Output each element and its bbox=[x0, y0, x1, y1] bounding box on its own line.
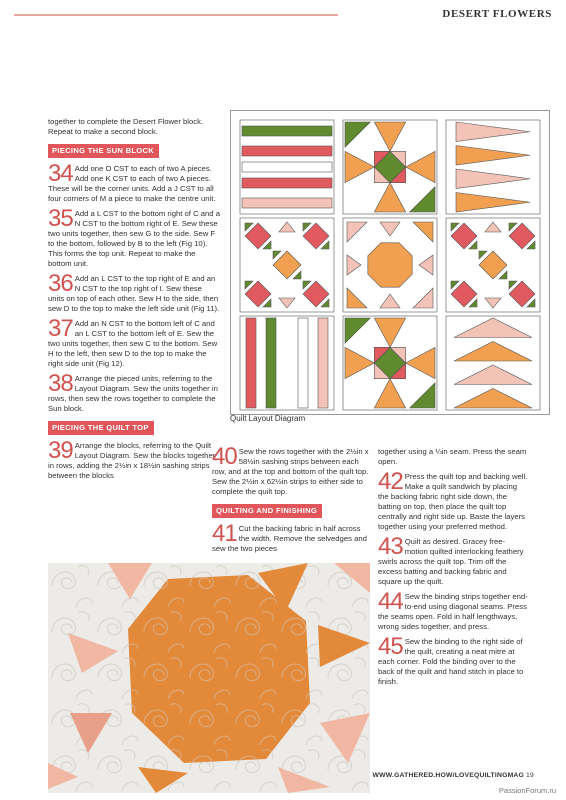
step-number: 40 bbox=[212, 443, 237, 470]
stripe bbox=[242, 126, 332, 136]
quilt-triangle bbox=[368, 243, 412, 287]
step-text: Add an N CST to the bottom left of C and an L CST to the bottom left of E. Sew the two units together, then sew C to the bottom. Sew H to the left, then sew D to the top to make the right side unit (Fig 12). bbox=[48, 319, 218, 368]
quilt-photo-svg bbox=[48, 563, 370, 793]
step-number: 34 bbox=[48, 160, 73, 187]
step-text: Sew the binding strips together end-to-end using diagonal seams. Press the seams open. Fold in half lengthways, wrong sides together, and press. bbox=[378, 592, 528, 631]
step-number: 43 bbox=[378, 533, 403, 560]
step-40 bbox=[212, 443, 369, 497]
footer-url-text: WWW.GATHERED.HOW/LOVEQUILTINGMAG bbox=[372, 772, 525, 779]
stripe bbox=[298, 318, 308, 408]
step-text: Arrange the blocks, referring to the Quilt Layout Diagram. Sew the blocks together in rows, adding the 2½in x 18½in sashing strips between the blocks bbox=[48, 441, 216, 480]
step-text: Add one O CST to each of two A pieces. Add one K CST to each of two A pieces. These will be the corner units. Add a J CST to all four corners of M a piece to make the centre unit. bbox=[48, 164, 216, 203]
subhead-quilt-top: PIECING THE QUILT TOP bbox=[48, 421, 154, 435]
step-text: Sew the binding to the right side of the quilt, creating a neat mitre at each corner. Fold the binding over to the back of the quilt and hand stitch in place to finish. bbox=[378, 637, 524, 686]
watermark: PassionForum.ru bbox=[498, 786, 556, 795]
step-35 bbox=[48, 205, 220, 269]
diagram-caption: Quilt Layout Diagram bbox=[230, 414, 306, 423]
step-text: Quilt as desired. Gracey free-motion quilted interlocking feathery swirls across the quilt top. Trim off the excess batting and backing fabric and square up the quilt. bbox=[378, 537, 524, 586]
step-number: 36 bbox=[48, 270, 73, 297]
step-text: Sew the rows together with the 2½in x 58½in sashing strips between each row, and at the top and bottom of the quilt top. Sew the 2½in x 62½in strips to either side to complete the quilt top. bbox=[212, 447, 369, 496]
subhead-quilting-finishing: QUILTING AND FINISHING bbox=[212, 504, 322, 518]
step-number: 35 bbox=[48, 205, 73, 232]
step-text: Press the quilt top and backing well. Make a quilt sandwich by placing the backing fabric right side down, the batting on top, then place the quilt top centrally and right side up. Baste the layers together using your preferred method. bbox=[378, 472, 528, 531]
stripe bbox=[318, 318, 328, 408]
stripe bbox=[242, 162, 332, 172]
stripe bbox=[246, 318, 256, 408]
step-41 bbox=[212, 520, 369, 554]
step-38 bbox=[48, 370, 220, 414]
step-36 bbox=[48, 270, 220, 314]
quilt-diagram-svg bbox=[230, 110, 550, 415]
step-number: 45 bbox=[378, 633, 403, 660]
step-number: 37 bbox=[48, 315, 73, 342]
step-42 bbox=[378, 468, 528, 532]
middle-column bbox=[212, 443, 369, 559]
left-column bbox=[48, 117, 220, 486]
step-number: 39 bbox=[48, 437, 73, 464]
step-text: Arrange the pieced units, referring to the Layout Diagram. Sew the units together in rows, then sew the rows together to complete the Sun block. bbox=[48, 374, 218, 413]
step-39 bbox=[48, 437, 220, 481]
subhead-sun-block: PIECING THE SUN BLOCK bbox=[48, 144, 159, 158]
quilt-layout-diagram bbox=[230, 110, 550, 415]
step-34 bbox=[48, 160, 220, 204]
footer-url bbox=[373, 772, 534, 779]
step-text: Cut the backing fabric in half across the width. Remove the selvedges and sew the two pieces bbox=[212, 524, 367, 553]
header-rule bbox=[14, 14, 338, 16]
step-37 bbox=[48, 315, 220, 369]
step-43 bbox=[378, 533, 528, 587]
right-column bbox=[378, 447, 528, 692]
intro-text: together to complete the Desert Flower block. Repeat to make a second block. bbox=[48, 117, 204, 136]
step-text: Add an L CST to the top right of E and an N CST to the top right of I. Sew these units on top of each other. Sew H to the side, then sew D to the top to make the left side unit (Fig 11). bbox=[48, 274, 220, 313]
step-44 bbox=[378, 588, 528, 632]
step-number: 41 bbox=[212, 520, 237, 547]
right-intro-text: together using a ¼in seam. Press the seam open. bbox=[378, 447, 527, 466]
step-number: 44 bbox=[378, 588, 403, 615]
page-number: 19 bbox=[526, 772, 534, 779]
step-text: Add a L CST to the bottom right of C and a N CST to the bottom right of E. Sew these two units together, then sew G to the side. Sew F to the bottom, followed by B to the left (Fig 10). This forms the top unit. Repeat to make the bottom unit. bbox=[48, 209, 220, 268]
stripe bbox=[266, 318, 276, 408]
section-title: DESERT FLOWERS bbox=[442, 8, 552, 20]
step-number: 38 bbox=[48, 370, 73, 397]
stripe bbox=[242, 178, 332, 188]
step-45 bbox=[378, 633, 528, 687]
stripe bbox=[242, 198, 332, 208]
step-number: 42 bbox=[378, 468, 403, 495]
stripe bbox=[242, 146, 332, 156]
quilt-photo bbox=[48, 563, 370, 793]
